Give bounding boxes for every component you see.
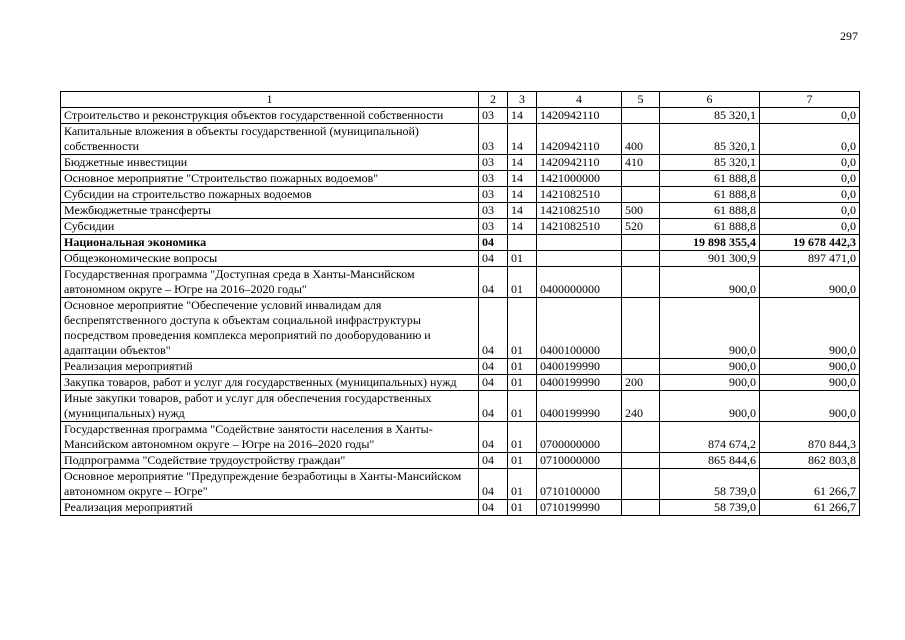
amount-col-7: 0,0 (760, 187, 860, 203)
table-row (61, 187, 860, 203)
budget-table (60, 91, 860, 516)
target-article-code: 0710100000 (537, 469, 622, 500)
table-row (61, 422, 860, 453)
table-row (61, 359, 860, 375)
table-row (61, 500, 860, 516)
table-header-row (61, 92, 860, 108)
row-name: Иные закупки товаров, работ и услуг для обеспечения государственных (муниципальных) нужд (61, 391, 479, 422)
expense-type-code (622, 171, 660, 187)
target-article-code: 0400199990 (537, 391, 622, 422)
amount-col-6: 901 300,9 (660, 251, 760, 267)
amount-col-6: 85 320,1 (660, 108, 760, 124)
amount-col-7: 897 471,0 (760, 251, 860, 267)
row-name: Подпрограмма "Содействие трудоустройству граждан" (61, 453, 479, 469)
page-number: 297 (840, 29, 858, 43)
amount-col-6: 900,0 (660, 359, 760, 375)
section-code: 04 (479, 422, 508, 453)
subsection-code: 14 (508, 108, 537, 124)
amount-col-7: 900,0 (760, 298, 860, 359)
table-row (61, 453, 860, 469)
expense-type-code (622, 422, 660, 453)
amount-col-7: 0,0 (760, 171, 860, 187)
subsection-code: 01 (508, 469, 537, 500)
row-name: Национальная экономика (61, 235, 479, 251)
header-cell: 5 (622, 92, 660, 108)
section-code: 03 (479, 155, 508, 171)
target-article-code: 1420942110 (537, 124, 622, 155)
subsection-code: 14 (508, 124, 537, 155)
amount-col-7: 870 844,3 (760, 422, 860, 453)
expense-type-code (622, 298, 660, 359)
section-code: 03 (479, 108, 508, 124)
amount-col-6: 900,0 (660, 391, 760, 422)
expense-type-code (622, 469, 660, 500)
amount-col-6: 61 888,8 (660, 187, 760, 203)
amount-col-6: 58 739,0 (660, 469, 760, 500)
amount-col-6: 85 320,1 (660, 155, 760, 171)
amount-col-6: 19 898 355,4 (660, 235, 760, 251)
subsection-code: 01 (508, 267, 537, 298)
row-name: Субсидии (61, 219, 479, 235)
amount-col-7: 19 678 442,3 (760, 235, 860, 251)
amount-col-6: 61 888,8 (660, 203, 760, 219)
amount-col-7: 0,0 (760, 108, 860, 124)
row-name: Государственная программа "Содействие занятости населения в Ханты-Мансийском автономном округе – Югре на 2016–2020 годы" (61, 422, 479, 453)
table-row (61, 375, 860, 391)
header-cell: 3 (508, 92, 537, 108)
target-article-code: 1421082510 (537, 203, 622, 219)
table-row (61, 219, 860, 235)
amount-col-7: 0,0 (760, 203, 860, 219)
section-code: 03 (479, 219, 508, 235)
expense-type-code (622, 453, 660, 469)
subsection-code: 01 (508, 422, 537, 453)
expense-type-code (622, 108, 660, 124)
subsection-code: 14 (508, 203, 537, 219)
header-cell: 4 (537, 92, 622, 108)
target-article-code: 1420942110 (537, 108, 622, 124)
expense-type-code: 500 (622, 203, 660, 219)
subsection-code: 01 (508, 359, 537, 375)
table-row (61, 391, 860, 422)
subsection-code (508, 235, 537, 251)
section-code: 04 (479, 375, 508, 391)
table-row (61, 124, 860, 155)
row-name: Капитальные вложения в объекты государственной (муниципальной) собственности (61, 124, 479, 155)
expense-type-code: 400 (622, 124, 660, 155)
target-article-code (537, 235, 622, 251)
section-code: 03 (479, 171, 508, 187)
row-name: Государственная программа "Доступная среда в Ханты-Мансийском автономном округе – Югре на 2016–2020 годы" (61, 267, 479, 298)
table-row (61, 171, 860, 187)
section-code: 04 (479, 469, 508, 500)
target-article-code: 0710000000 (537, 453, 622, 469)
row-name: Бюджетные инвестиции (61, 155, 479, 171)
target-article-code: 1420942110 (537, 155, 622, 171)
header-cell: 1 (61, 92, 479, 108)
expense-type-code (622, 187, 660, 203)
expense-type-code: 240 (622, 391, 660, 422)
table-row (61, 298, 860, 359)
expense-type-code (622, 251, 660, 267)
table-row (61, 469, 860, 500)
amount-col-6: 874 674,2 (660, 422, 760, 453)
amount-col-7: 862 803,8 (760, 453, 860, 469)
row-name: Межбюджетные трансферты (61, 203, 479, 219)
subsection-code: 01 (508, 298, 537, 359)
expense-type-code (622, 359, 660, 375)
amount-col-6: 58 739,0 (660, 500, 760, 516)
expense-type-code: 520 (622, 219, 660, 235)
section-code: 04 (479, 453, 508, 469)
amount-col-6: 900,0 (660, 375, 760, 391)
table-row (61, 155, 860, 171)
section-code: 04 (479, 359, 508, 375)
expense-type-code (622, 235, 660, 251)
row-name: Реализация мероприятий (61, 359, 479, 375)
amount-col-6: 61 888,8 (660, 171, 760, 187)
subsection-code: 01 (508, 500, 537, 516)
section-code: 04 (479, 298, 508, 359)
target-article-code (537, 251, 622, 267)
target-article-code: 1421082510 (537, 219, 622, 235)
row-name: Субсидии на строительство пожарных водоемов (61, 187, 479, 203)
subsection-code: 14 (508, 219, 537, 235)
row-name: Реализация мероприятий (61, 500, 479, 516)
target-article-code: 0400199990 (537, 359, 622, 375)
expense-type-code: 200 (622, 375, 660, 391)
subsection-code: 14 (508, 187, 537, 203)
expense-type-code (622, 267, 660, 298)
amount-col-6: 900,0 (660, 267, 760, 298)
section-code: 04 (479, 391, 508, 422)
section-code: 04 (479, 251, 508, 267)
target-article-code: 0400100000 (537, 298, 622, 359)
expense-type-code (622, 500, 660, 516)
section-code: 04 (479, 235, 508, 251)
amount-col-7: 61 266,7 (760, 500, 860, 516)
header-cell: 6 (660, 92, 760, 108)
subsection-code: 01 (508, 391, 537, 422)
section-code: 03 (479, 124, 508, 155)
row-name: Закупка товаров, работ и услуг для государственных (муниципальных) нужд (61, 375, 479, 391)
row-name: Строительство и реконструкция объектов государственной собственности (61, 108, 479, 124)
target-article-code: 1421000000 (537, 171, 622, 187)
header-cell: 2 (479, 92, 508, 108)
subsection-code: 14 (508, 155, 537, 171)
amount-col-6: 865 844,6 (660, 453, 760, 469)
header-cell: 7 (760, 92, 860, 108)
amount-col-7: 0,0 (760, 124, 860, 155)
amount-col-7: 0,0 (760, 219, 860, 235)
table-row (61, 251, 860, 267)
subsection-code: 14 (508, 171, 537, 187)
amount-col-7: 900,0 (760, 391, 860, 422)
section-code: 04 (479, 267, 508, 298)
amount-col-7: 61 266,7 (760, 469, 860, 500)
amount-col-7: 900,0 (760, 359, 860, 375)
subsection-code: 01 (508, 453, 537, 469)
table-row (61, 267, 860, 298)
amount-col-7: 900,0 (760, 267, 860, 298)
section-code: 03 (479, 187, 508, 203)
amount-col-6: 900,0 (660, 298, 760, 359)
target-article-code: 0400199990 (537, 375, 622, 391)
expense-type-code: 410 (622, 155, 660, 171)
table-row (61, 203, 860, 219)
section-code: 04 (479, 500, 508, 516)
target-article-code: 0710199990 (537, 500, 622, 516)
row-name: Основное мероприятие "Предупреждение безработицы в Ханты-Мансийском автономном округе – Югре" (61, 469, 479, 500)
amount-col-6: 61 888,8 (660, 219, 760, 235)
section-code: 03 (479, 203, 508, 219)
amount-col-7: 900,0 (760, 375, 860, 391)
subsection-code: 01 (508, 251, 537, 267)
amount-col-6: 85 320,1 (660, 124, 760, 155)
row-name: Основное мероприятие "Строительство пожарных водоемов" (61, 171, 479, 187)
target-article-code: 0700000000 (537, 422, 622, 453)
target-article-code: 0400000000 (537, 267, 622, 298)
row-name: Общеэкономические вопросы (61, 251, 479, 267)
row-name: Основное мероприятие "Обеспечение условий инвалидам для беспрепятственного доступа к объектам социальной инфраструктуры посредством проведения комплекса мероприятий по дооборудованию и адаптации объектов" (61, 298, 479, 359)
table-row (61, 108, 860, 124)
table-row (61, 235, 860, 251)
subsection-code: 01 (508, 375, 537, 391)
target-article-code: 1421082510 (537, 187, 622, 203)
amount-col-7: 0,0 (760, 155, 860, 171)
